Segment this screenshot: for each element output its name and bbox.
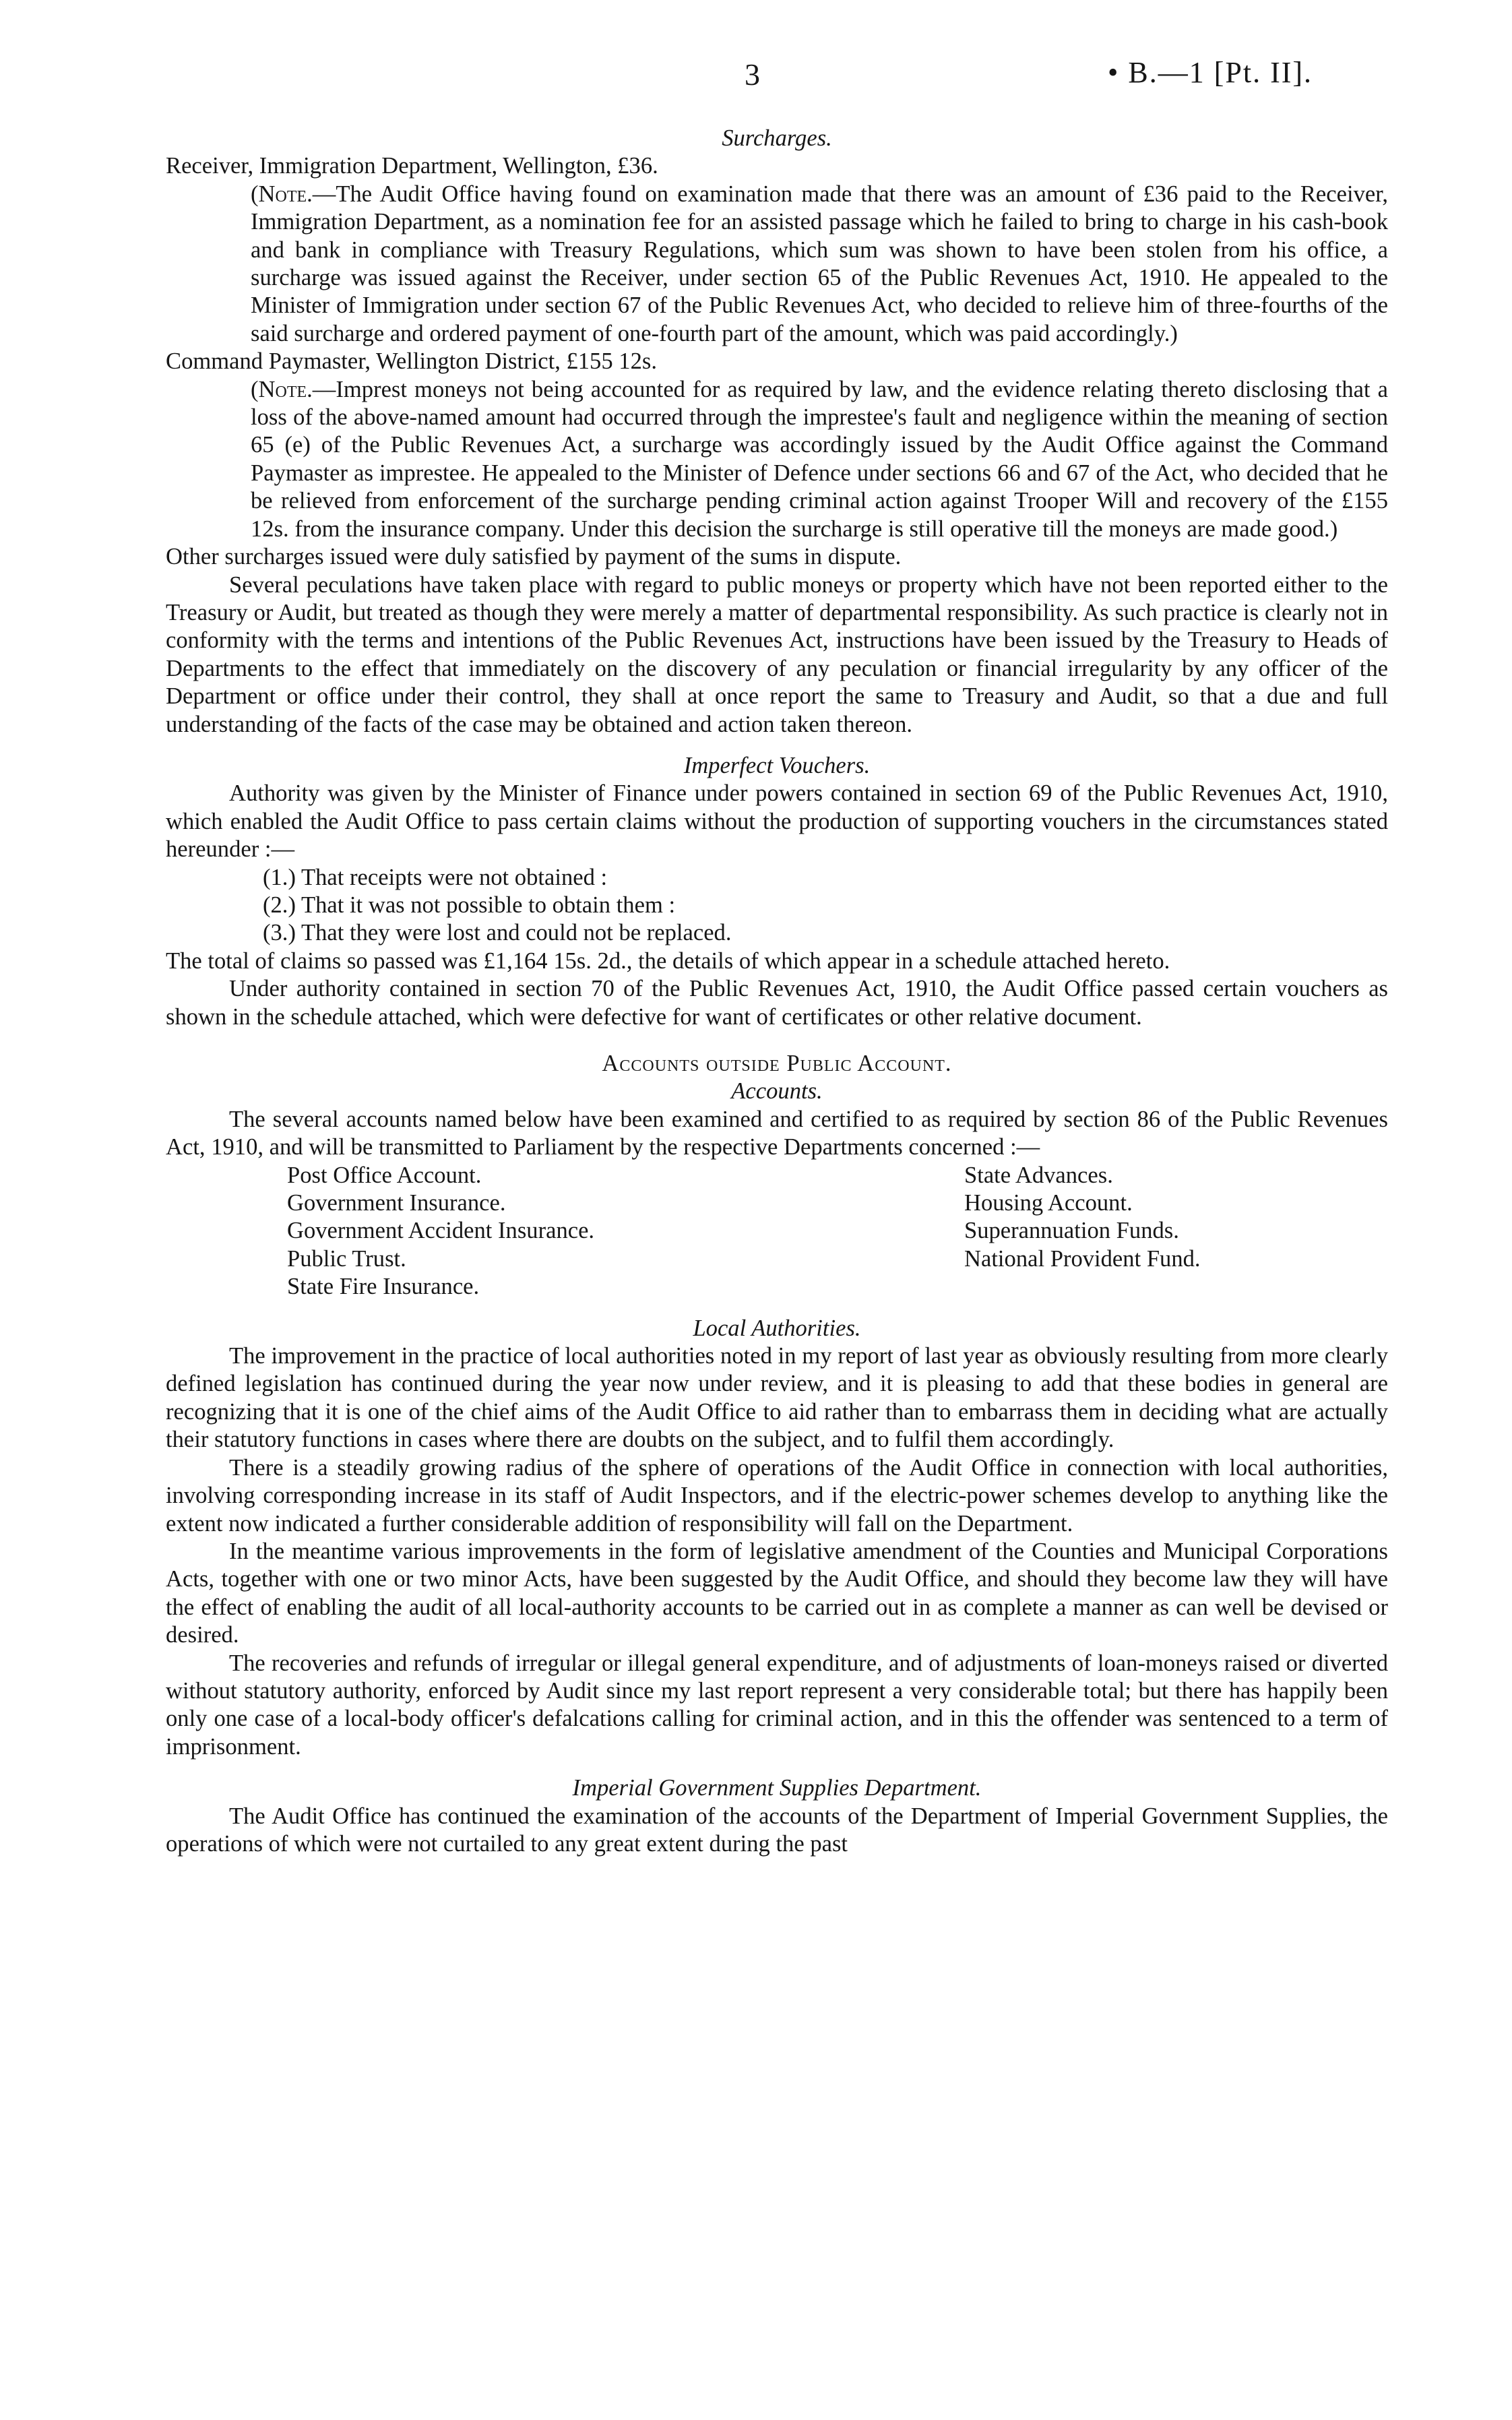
- local-authorities-paragraph-4: The recoveries and refunds of irregular or illegal general expenditure, and of adjustments of loan-moneys raised or diverted without statutory authority, enforced by Audit since my last report represent a very considerable total; but there has happily been only one case of a local-body officer's defalcations calling for criminal action, and in this the offender was sentenced to a term of imprisonment.: [166, 1650, 1388, 1760]
- vouchers-authority-paragraph: Authority was given by the Minister of Finance under powers contained in section 69 of the Public Revenues Act, 1910, which enabled the Audit Office to pass certain claims without the production of supporting vouchers in the circumstances stated hereunder :—: [166, 780, 1388, 863]
- surcharge-note-receiver: (Note.—The Audit Office having found on examination made that there was an amount of £36 paid to the Receiver, Immigration Department, as a nomination fee for an assisted passage which he failed to bring to charge in his cash-book and bank in compliance with Treasury Regulations, which sum was shown to have been stolen from his office, a surcharge was issued against the Receiver, under section 65 of the Public Revenues Act, 1910. He appealed to the Minister of Immigration under section 67 of the Public Revenues Act, who decided to relieve him of three-fourths of the said surcharge and ordered payment of one-fourth part of the amount, which was paid accordingly.): [251, 181, 1388, 346]
- surcharge-item-receiver: Receiver, Immigration Department, Wellington, £36.: [166, 153, 658, 179]
- surcharges-heading: Surcharges.: [722, 125, 832, 151]
- account-item: Government Accident Insurance.: [287, 1218, 595, 1244]
- vouchers-total-paragraph: The total of claims so passed was £1,164 15s. 2d., the details of which appear in a schedule attached hereto.: [166, 948, 1170, 974]
- local-authorities-paragraph-1: The improvement in the practice of local authorities noted in my report of last year as obviously resulting from more clearly defined legislation has continued during the year now under review, and it is pleasing to add that these bodies in general are recognizing that it is one of the chief aims of the Audit Office to aid rather than to embarrass them in deciding what are actually their statutory functions in cases where there are doubts on the subject, and to fulfil them accordingly.: [166, 1343, 1388, 1453]
- account-item: State Advances.: [964, 1162, 1113, 1188]
- accounts-list: [166, 1162, 1388, 1301]
- note-label: Note.: [258, 181, 313, 207]
- vouchers-condition-2: (2.) That it was not possible to obtain them :: [263, 892, 676, 918]
- imperial-supplies-heading: Imperial Government Supplies Department.: [572, 1775, 982, 1801]
- surcharge-note-paymaster: (Note.—Imprest moneys not being accounted for as required by law, and the evidence relating thereto disclosing that a loss of the above-named amount had occurred through the imprestee's fault and negligence within the meaning of section 65 (e) of the Public Revenues Act, a surcharge was accordingly issued by the Audit Office against the Command Paymaster as imprestee. He appealed to the Minister of Defence under sections 66 and 67 of the Act, who decided that he be relieved from enforcement of the surcharge pending criminal action against Trooper Will and recovery of the £155 12s. from the insurance company. Under this decision the surcharge is still operative till the moneys are made good.): [251, 376, 1388, 542]
- document-body: [166, 125, 1388, 1858]
- account-item: Superannuation Funds.: [964, 1218, 1179, 1244]
- vouchers-condition-1: (1.) That receipts were not obtained :: [263, 864, 608, 890]
- account-item: Housing Account.: [964, 1190, 1133, 1216]
- page-number: 3: [745, 57, 760, 92]
- local-authorities-paragraph-3: In the meantime various improvements in the form of legislative amendment of the Counties and Municipal Corporations Acts, together with one or two minor Acts, have been suggested by the Audit Office, and should they become law they will have the effect of enabling the audit of all local-authority accounts to be carried out in as complete a manner as can well be devised or desired.: [166, 1538, 1388, 1648]
- accounts-list-column-2: [964, 1162, 1301, 1301]
- note-label: Note.: [258, 376, 313, 402]
- vouchers-section70-paragraph: Under authority contained in section 70 of the Public Revenues Act, 1910, the Audit Office passed certain vouchers as shown in the schedule attached, which were defective for want of certificates or other relative document.: [166, 976, 1388, 1030]
- imperial-supplies-paragraph: The Audit Office has continued the examination of the accounts of the Department of Imperial Government Supplies, the operations of which were not curtailed to any great extent during the past: [166, 1803, 1388, 1857]
- account-item: Post Office Account.: [287, 1162, 482, 1188]
- local-authorities-paragraph-2: There is a steadily growing radius of the sphere of operations of the Audit Office in connection with local authorities, involving corresponding increase in its staff of Audit Inspectors, and if the electric-power schemes develop to anything like the extent now indicated a further considerable addition of responsibility will fall on the Department.: [166, 1454, 1388, 1537]
- other-surcharges-paragraph: Other surcharges issued were duly satisfied by payment of the sums in dispute.: [166, 544, 902, 570]
- account-item: Public Trust.: [287, 1245, 406, 1272]
- accounts-list-column-1: [287, 1162, 964, 1301]
- imperfect-vouchers-heading: Imperfect Vouchers.: [683, 752, 871, 778]
- accounts-paragraph: The several accounts named below have been examined and certified to as required by section 86 of the Public Revenues Act, 1910, and will be transmitted to Parliament by the respective Departments concerned :—: [166, 1106, 1388, 1160]
- account-item: Government Insurance.: [287, 1190, 506, 1216]
- note-text: —Imprest moneys not being accounted for as required by law, and the evidence relating thereto disclosing that a loss of the above-named amount had occurred through the imprestee's fault and negligence within the meaning of section 65 (e) of the Public Revenues Act, a surcharge was accordingly issued by the Audit Office against the Command Paymaster as imprestee. He appealed to the Minister of Defence under sections 66 and 67 of the Act, who decided that he be relieved from enforcement of the surcharge pending criminal action against Trooper Will and recovery of the £155 12s. from the insurance company. Under this decision the surcharge is still operative till the moneys are made good.): [251, 376, 1388, 542]
- accounts-subheading: Accounts.: [731, 1078, 823, 1105]
- local-authorities-heading: Local Authorities.: [693, 1315, 861, 1341]
- document-reference: • B.—1 [Pt. II].: [1108, 56, 1313, 89]
- note-text: —The Audit Office having found on examination made that there was an amount of £36 paid to the Receiver, Immigration Department, as a nomination fee for an assisted passage which he failed to bring to charge in his cash-book and bank in compliance with Treasury Regulations, which sum was shown to have been stolen from his office, a surcharge was issued against the Receiver, under section 65 of the Public Revenues Act, 1910. He appealed to the Minister of Immigration under section 67 of the Public Revenues Act, who decided to relieve him of three-fourths of the said surcharge and ordered payment of one-fourth part of the amount, which was paid accordingly.): [251, 181, 1388, 346]
- peculations-paragraph: Several peculations have taken place with regard to public moneys or property which have not been reported either to the Treasury or Audit, but treated as though they were merely a matter of departmental responsibility. As such practice is clearly not in conformity with the terms and intentions of the Public Revenues Act, instructions have been issued by the Treasury to Heads of Departments to the effect that immediately on the discovery of any peculation or financial irregularity by any officer of the Department or office under their control, they shall at once report the same to Treasury and Audit, so that a due and full understanding of the facts of the case may be obtained and action taken thereon.: [166, 571, 1388, 737]
- account-item: State Fire Insurance.: [287, 1274, 480, 1300]
- account-item: National Provident Fund.: [964, 1245, 1201, 1272]
- surcharge-item-paymaster: Command Paymaster, Wellington District, £155 12s.: [166, 348, 657, 375]
- vouchers-condition-3: (3.) That they were lost and could not be replaced.: [263, 920, 732, 946]
- accounts-outside-heading: Accounts outside Public Account.: [602, 1051, 952, 1076]
